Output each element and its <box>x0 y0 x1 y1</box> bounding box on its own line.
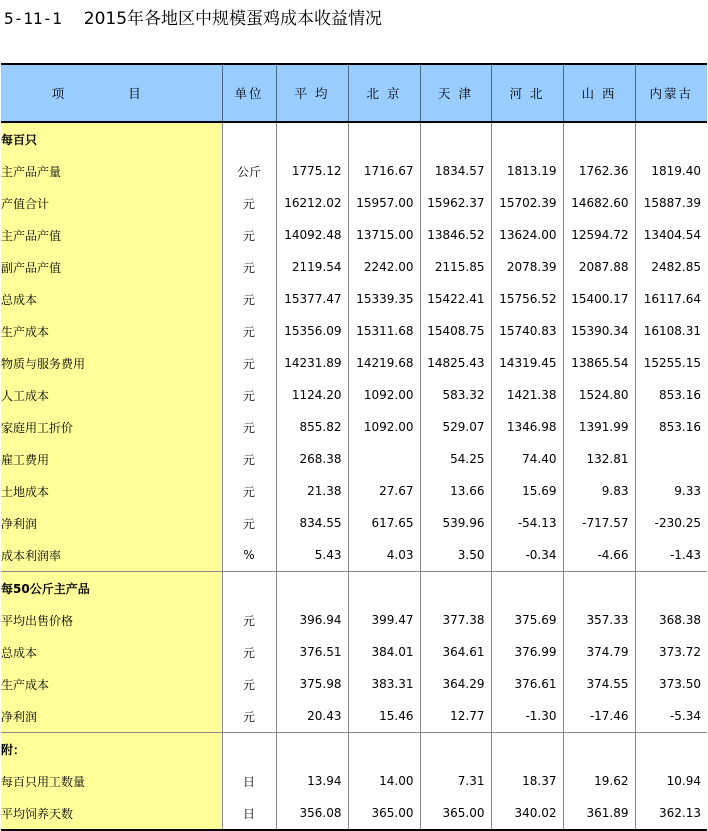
value-cell: 15756.52 <box>491 283 563 315</box>
value-cell: 1346.98 <box>491 411 563 443</box>
value-cell: 853.16 <box>659 420 701 434</box>
value-cell: 1124.20 <box>276 379 348 411</box>
header-unit: 单位 <box>222 64 276 122</box>
value-cell: 1775.12 <box>276 155 348 187</box>
table-row <box>1 155 707 187</box>
value-cell: 373.50 <box>659 677 701 691</box>
table-number: 5-11-1 <box>4 9 62 28</box>
value-cell: 15962.37 <box>420 187 491 219</box>
value-cell: 373.72 <box>659 645 701 659</box>
table-row <box>1 475 707 507</box>
value-cell: 1716.67 <box>348 155 420 187</box>
value-cell: 617.65 <box>348 507 420 539</box>
value-cell: 16108.31 <box>643 324 701 338</box>
value-cell: 15702.39 <box>491 187 563 219</box>
table-row <box>1 765 707 797</box>
row-label: 成本利润率 <box>1 539 222 572</box>
value-cell: 375.98 <box>276 668 348 700</box>
value-cell: 132.81 <box>563 443 635 475</box>
section-row <box>1 122 707 155</box>
value-cell: 15356.09 <box>276 315 348 347</box>
value-cell: 15311.68 <box>348 315 420 347</box>
value-cell: 1834.57 <box>420 155 491 187</box>
value-cell: 3.50 <box>420 539 491 572</box>
value-cell <box>491 733 563 766</box>
unit-cell: 元 <box>222 443 276 475</box>
value-cell: -1.30 <box>491 700 563 733</box>
value-cell: 14219.68 <box>348 347 420 379</box>
value-cell: 14.00 <box>348 765 420 797</box>
unit-cell: 日 <box>222 797 276 830</box>
row-label: 生产成本 <box>1 668 222 700</box>
value-cell: 7.31 <box>420 765 491 797</box>
value-cell: 16212.02 <box>276 187 348 219</box>
header-col-beijing: 北 京 <box>348 64 420 122</box>
value-cell: 54.25 <box>420 443 491 475</box>
value-cell: -54.13 <box>491 507 563 539</box>
unit-cell <box>222 733 276 766</box>
row-label: 总成本 <box>1 636 222 668</box>
value-cell <box>420 122 491 155</box>
value-cell: 377.38 <box>420 604 491 636</box>
value-cell: -1.43 <box>669 548 701 562</box>
unit-cell: 公斤 <box>222 155 276 187</box>
value-cell: 1524.80 <box>563 379 635 411</box>
table-row <box>1 539 707 572</box>
section-label: 附： <box>1 733 222 766</box>
row-label: 主产品产值 <box>1 219 222 251</box>
table-row <box>1 700 707 733</box>
value-cell: 2115.85 <box>420 251 491 283</box>
value-cell: 15740.83 <box>491 315 563 347</box>
value-cell <box>491 572 563 605</box>
value-cell: 361.89 <box>563 797 635 830</box>
row-label: 生产成本 <box>1 315 222 347</box>
table-row <box>1 668 707 700</box>
unit-cell: 元 <box>222 347 276 379</box>
section-label: 每百只 <box>1 122 222 155</box>
value-cell: 15957.00 <box>348 187 420 219</box>
header-col-hebei: 河 北 <box>491 64 563 122</box>
value-cell: 15887.39 <box>643 196 701 210</box>
value-cell: 356.08 <box>276 797 348 830</box>
value-cell: 13404.54 <box>643 228 701 242</box>
value-cell <box>635 733 707 766</box>
unit-cell: 元 <box>222 283 276 315</box>
table-row <box>1 636 707 668</box>
row-label: 总成本 <box>1 283 222 315</box>
value-cell: 15390.34 <box>563 315 635 347</box>
value-cell: 268.38 <box>276 443 348 475</box>
table-row <box>1 315 707 347</box>
value-cell: 583.32 <box>420 379 491 411</box>
header-col-shanxi: 山 西 <box>563 64 635 122</box>
value-cell: 376.99 <box>491 636 563 668</box>
unit-cell: 元 <box>222 636 276 668</box>
value-cell <box>276 733 348 766</box>
row-label: 副产品产值 <box>1 251 222 283</box>
table-body <box>1 122 707 830</box>
row-label: 净利润 <box>1 700 222 733</box>
value-cell: 14825.43 <box>420 347 491 379</box>
unit-cell: 元 <box>222 219 276 251</box>
value-cell: 15255.15 <box>643 356 701 370</box>
row-label: 土地成本 <box>1 475 222 507</box>
header-col-average: 平 均 <box>276 64 348 122</box>
value-cell: 15.46 <box>348 700 420 733</box>
value-cell: 13846.52 <box>420 219 491 251</box>
value-cell: 15377.47 <box>276 283 348 315</box>
header-row <box>1 64 707 122</box>
row-label: 净利润 <box>1 507 222 539</box>
unit-cell: 元 <box>222 251 276 283</box>
value-cell: 18.37 <box>491 765 563 797</box>
value-cell: 14319.45 <box>491 347 563 379</box>
table-row <box>1 219 707 251</box>
value-cell: 1762.36 <box>563 155 635 187</box>
value-cell: 27.67 <box>348 475 420 507</box>
value-cell: 2242.00 <box>348 251 420 283</box>
value-cell: 74.40 <box>491 443 563 475</box>
row-label: 平均出售价格 <box>1 604 222 636</box>
value-cell: 2119.54 <box>276 251 348 283</box>
value-cell: 10.94 <box>666 774 701 788</box>
value-cell: 12.77 <box>420 700 491 733</box>
value-cell <box>348 733 420 766</box>
value-cell: 21.38 <box>276 475 348 507</box>
unit-cell: 元 <box>222 507 276 539</box>
unit-cell: 元 <box>222 411 276 443</box>
value-cell: 12594.72 <box>563 219 635 251</box>
header-item: 项 目 <box>1 64 222 122</box>
row-label: 每百只用工数量 <box>1 765 222 797</box>
value-cell: 15339.35 <box>348 283 420 315</box>
unit-cell: 元 <box>222 187 276 219</box>
page-title <box>4 7 382 31</box>
value-cell: 15408.75 <box>420 315 491 347</box>
value-cell: 1391.99 <box>563 411 635 443</box>
value-cell: 834.55 <box>276 507 348 539</box>
value-cell <box>563 733 635 766</box>
value-cell <box>635 572 707 605</box>
value-cell: 340.02 <box>491 797 563 830</box>
table-title: 2015年各地区中规模蛋鸡成本收益情况 <box>83 9 383 29</box>
section-row <box>1 572 707 605</box>
value-cell: 368.38 <box>659 613 701 627</box>
value-cell <box>635 443 707 475</box>
value-cell: 364.61 <box>420 636 491 668</box>
table-row <box>1 411 707 443</box>
value-cell <box>491 122 563 155</box>
table-row <box>1 797 707 830</box>
value-cell: 1813.19 <box>491 155 563 187</box>
value-cell: 2087.88 <box>563 251 635 283</box>
value-cell: -17.46 <box>563 700 635 733</box>
table-row <box>1 283 707 315</box>
value-cell: 1819.40 <box>651 164 701 178</box>
unit-cell: 元 <box>222 700 276 733</box>
unit-cell: 日 <box>222 765 276 797</box>
value-cell: 14231.89 <box>276 347 348 379</box>
value-cell: 13.66 <box>420 475 491 507</box>
unit-cell: 元 <box>222 379 276 411</box>
value-cell: 1092.00 <box>348 411 420 443</box>
value-cell: 376.51 <box>276 636 348 668</box>
value-cell <box>635 122 707 155</box>
value-cell <box>563 122 635 155</box>
value-cell: -717.57 <box>563 507 635 539</box>
section-row <box>1 733 707 766</box>
value-cell: 13.94 <box>276 765 348 797</box>
value-cell: 2078.39 <box>491 251 563 283</box>
value-cell: 9.33 <box>674 484 701 498</box>
table-row <box>1 604 707 636</box>
row-label: 产值合计 <box>1 187 222 219</box>
value-cell: 20.43 <box>276 700 348 733</box>
value-cell: 1421.38 <box>491 379 563 411</box>
value-cell: 9.83 <box>563 475 635 507</box>
value-cell: 14092.48 <box>276 219 348 251</box>
unit-cell <box>222 572 276 605</box>
table-row <box>1 507 707 539</box>
value-cell: 15400.17 <box>563 283 635 315</box>
unit-cell: 元 <box>222 668 276 700</box>
value-cell: 374.55 <box>563 668 635 700</box>
table-row <box>1 187 707 219</box>
value-cell <box>348 572 420 605</box>
value-cell: 529.07 <box>420 411 491 443</box>
table-row <box>1 251 707 283</box>
table-row <box>1 379 707 411</box>
unit-cell: 元 <box>222 475 276 507</box>
unit-cell: 元 <box>222 604 276 636</box>
table-row <box>1 443 707 475</box>
value-cell: 4.03 <box>348 539 420 572</box>
value-cell: 384.01 <box>348 636 420 668</box>
section-label: 每50公斤主产品 <box>1 572 222 605</box>
value-cell: -230.25 <box>654 516 701 530</box>
value-cell: 376.61 <box>491 668 563 700</box>
row-label: 平均饲养天数 <box>1 797 222 830</box>
value-cell: 14682.60 <box>563 187 635 219</box>
value-cell <box>348 122 420 155</box>
value-cell: -4.66 <box>563 539 635 572</box>
value-cell: 1092.00 <box>348 379 420 411</box>
value-cell: 13624.00 <box>491 219 563 251</box>
cost-benefit-table <box>1 63 707 831</box>
value-cell: 13865.54 <box>563 347 635 379</box>
value-cell: 15422.41 <box>420 283 491 315</box>
row-label: 雇工费用 <box>1 443 222 475</box>
value-cell: 375.69 <box>491 604 563 636</box>
value-cell: 13715.00 <box>348 219 420 251</box>
value-cell <box>348 443 420 475</box>
value-cell: 399.47 <box>348 604 420 636</box>
value-cell: 16117.64 <box>643 292 701 306</box>
row-label: 主产品产量 <box>1 155 222 187</box>
value-cell: 357.33 <box>563 604 635 636</box>
value-cell: -0.34 <box>491 539 563 572</box>
row-label: 人工成本 <box>1 379 222 411</box>
value-cell: 396.94 <box>276 604 348 636</box>
table-row <box>1 347 707 379</box>
value-cell <box>276 122 348 155</box>
value-cell: 5.43 <box>276 539 348 572</box>
value-cell: 853.16 <box>659 388 701 402</box>
unit-cell: % <box>222 539 276 572</box>
value-cell: 362.13 <box>635 797 707 830</box>
value-cell: 374.79 <box>563 636 635 668</box>
value-cell: 855.82 <box>276 411 348 443</box>
value-cell <box>276 572 348 605</box>
value-cell: 364.29 <box>420 668 491 700</box>
value-cell: 539.96 <box>420 507 491 539</box>
value-cell: 365.00 <box>348 797 420 830</box>
value-cell: 365.00 <box>420 797 491 830</box>
unit-cell <box>222 122 276 155</box>
value-cell: 19.62 <box>563 765 635 797</box>
value-cell: 383.31 <box>348 668 420 700</box>
value-cell: 2482.85 <box>651 260 701 274</box>
row-label: 家庭用工折价 <box>1 411 222 443</box>
value-cell: -5.34 <box>669 709 701 723</box>
value-cell: 15.69 <box>491 475 563 507</box>
value-cell <box>420 572 491 605</box>
header-col-neimenggu: 内蒙古 <box>635 64 707 122</box>
header-col-tianjin: 天 津 <box>420 64 491 122</box>
value-cell <box>563 572 635 605</box>
row-label: 物质与服务费用 <box>1 347 222 379</box>
value-cell <box>420 733 491 766</box>
unit-cell: 元 <box>222 315 276 347</box>
